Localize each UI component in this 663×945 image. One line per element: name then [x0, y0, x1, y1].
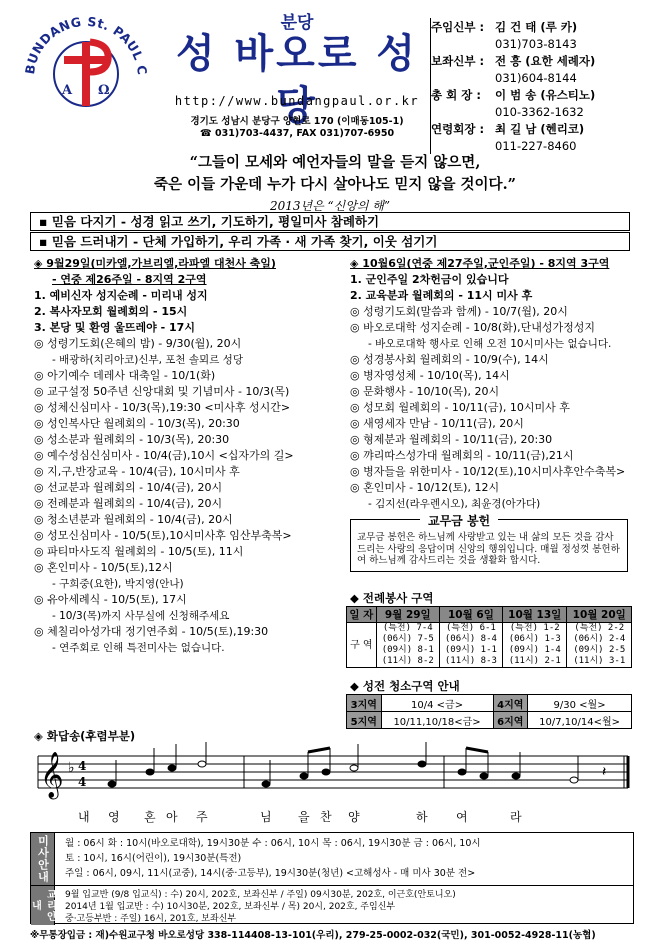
staff-name: 이 범 송 (유스티노)	[495, 88, 596, 102]
event-item: ◎ 바오로대학 성지순례 - 10/8(화),단내성가정성지	[350, 321, 595, 334]
lyrics-row	[34, 808, 630, 828]
parish-subtitle: 분당	[280, 13, 314, 33]
parish-phone: ☎ 031)703-4437, FAX 031)707-6950	[199, 128, 395, 139]
catechism-title: 교무금 봉헌	[420, 512, 498, 529]
footer-bank-info: ※무통장입금 : 재)수원교구청 바오로성당 338-114408-13-101(우리), 279-25-0002-032(국민), 301-0052-4928-11(농협)	[30, 930, 596, 941]
event-item: ◎ 형제분과 월례회의 - 10/11(금), 20:30	[350, 433, 553, 446]
table-cell	[567, 623, 632, 668]
event-item: ◎ 파티마사도직 월례회의 - 10/5(토), 11시	[34, 545, 244, 558]
table-cell: 6지역	[493, 712, 528, 729]
staff-role: 보좌신부 :	[431, 54, 485, 68]
table-header-cell: 일 자	[347, 607, 377, 623]
website-link[interactable]: http://www.bundangpaul.or.kr	[174, 94, 420, 108]
row-label: 구 역	[347, 623, 377, 668]
left-subheader: - 연중 제26주일 - 8지역 2구역	[52, 273, 207, 286]
lyric-syllable: 하	[416, 810, 428, 824]
lyric-syllable: 주	[196, 810, 208, 824]
table-cell: 4지역	[493, 695, 528, 712]
cell-line: (09시) 1-1	[444, 645, 497, 655]
cell-line: (11시) 8-2	[381, 656, 434, 666]
staff-phone: 031)703-8143	[495, 37, 577, 51]
table-row	[347, 623, 632, 668]
cell-line: (11시) 2-1	[508, 656, 561, 666]
event-item: ◎ 병자영성체 - 10/10(목), 14시	[350, 369, 510, 382]
event-item: ◎ 선교분과 월례회의 - 10/4(금), 20시	[34, 481, 223, 494]
parish-address: 경기도 성남시 분당구 양현로 170 (이매동105-1)	[190, 116, 404, 127]
event-item: ◎ 성모신심미사 - 10/5(토),10시미사후 임산부축복>	[34, 529, 292, 542]
event-item: ◎ 성인복사단 월례회의 - 10/3(목), 20:30	[34, 417, 240, 430]
mass-schedule-line: 토 : 10시, 16시(어린이), 19시30분(특전)	[65, 853, 242, 864]
staff-name: 김 건 태 (루 카)	[495, 20, 578, 34]
cell-line: (06시) 7-5	[381, 634, 434, 644]
event-item: ◎ 성령기도회(말씀과 함께) - 10/7(월), 20시	[350, 305, 568, 318]
event-note: - 연주회로 인해 특전미사는 없습니다.	[52, 642, 225, 654]
church-logo	[12, 12, 162, 124]
event-note: - 배광하(치리아코)신부, 포천 솔뫼르 성당	[52, 354, 243, 366]
staff-role: 연령회장 :	[431, 122, 485, 136]
svg-text:4: 4	[78, 775, 87, 789]
right-numbered-list	[350, 272, 640, 304]
staff-role: 총 회 장 :	[431, 88, 481, 102]
table-cell: 5지역	[347, 712, 382, 729]
table-cell: 10/7,10/14<월>	[528, 712, 632, 729]
cell-line: (11시) 8-3	[444, 656, 497, 666]
staff-phone: 011-227-8460	[495, 139, 577, 153]
table-header-cell: 10월 20일	[567, 607, 632, 623]
event-item: ◎ 아기예수 데레사 대축일 - 10/1(화)	[34, 369, 216, 382]
staff-name: 최 길 남 (헨리코)	[495, 122, 585, 136]
parish-title: 성 바오로 성당	[175, 30, 419, 129]
table-cell	[376, 623, 439, 668]
mass-info-label: 미사안내	[31, 833, 55, 885]
staff-row	[431, 86, 650, 104]
altar-service-title: ◆ 전례봉사 구역	[350, 591, 434, 605]
education-label: 교리안내	[31, 885, 55, 925]
right-header: ◈ 10월6일(연중 제27주일,군인주일) - 8지역 3구역	[350, 257, 610, 270]
event-item: ◎ 지,구,반장교육 - 10/4(금), 10시미사 후	[34, 465, 240, 478]
mass-schedule-line: 주일 : 06시, 09시, 11시(교중), 14시(중·고등부), 19시30분(청년) <고해성사 - 매 미사 30분 전>	[65, 868, 476, 879]
altar-service-table	[346, 606, 632, 668]
staff-row	[431, 52, 650, 70]
psalm-title: ◈ 화답송(후렴부분)	[34, 729, 136, 743]
staff-phone: 031)604-8144	[495, 71, 577, 85]
lyric-syllable: 을	[298, 810, 310, 824]
event-item: ◎ 새영세자 만남 - 10/11(금), 20시	[350, 417, 524, 430]
table-header-cell: 10월 6일	[439, 607, 502, 623]
event-item: ◎ 꺄리따스성가대 월례회의 - 10/11(금),21시	[350, 449, 574, 462]
event-item: ◎ 성체신심미사 - 10/3(목),19:30 <미사후 성시간>	[34, 401, 291, 414]
quote-line-1: “그들이 모세와 예언자들의 말을 듣지 않으면,	[189, 154, 481, 171]
event-item: ◎ 성모회 월례회의 - 10/11(금), 10시미사 후	[350, 401, 570, 414]
event-item: ◎ 체칠리아성가대 정기연주회 - 10/5(토),19:30	[34, 625, 269, 638]
event-item: ◎ 성소분과 월례회의 - 10/3(목), 20:30	[34, 433, 230, 446]
table-cell: 10/11,10/18<금>	[381, 712, 493, 729]
cell-line: (11시) 3-1	[573, 656, 626, 666]
info-box	[30, 832, 634, 924]
table-row	[347, 712, 632, 729]
cell-line: (09시) 8-1	[381, 645, 434, 655]
lyric-syllable: 찬	[320, 810, 332, 824]
staff-row	[431, 120, 650, 138]
table-header-cell: 9월 29일	[376, 607, 439, 623]
lyric-syllable: 라	[510, 810, 522, 824]
numbered-item: 1. 군인주일 2차헌금이 있습니다	[350, 273, 509, 286]
lyric-syllable: 내	[78, 810, 90, 824]
numbered-item: 2. 교육분과 월례회의 - 11시 미사 후	[350, 289, 533, 302]
scripture-quote	[40, 152, 630, 196]
flat-icon: ♭	[68, 760, 75, 776]
cleaning-table	[346, 694, 632, 729]
goal-1: ▪ 믿음 다지기 - 성경 읽고 쓰기, 기도하기, 평일미사 참례하기	[30, 212, 630, 231]
cleaning-title: ◆ 성전 청소구역 안내	[350, 679, 460, 693]
mass-schedule-line: 월 : 06시 화 : 10시(바오로대학), 19시30분 수 : 06시, 10시 목 : 06시, 19시30분 금 : 06시, 10시	[65, 838, 481, 849]
event-note: - 바오로대학 행사로 인해 오전 10시미사는 없습니다.	[368, 338, 612, 350]
numbered-item: 1. 예비신자 성지순례 - 미리내 성지	[34, 289, 208, 302]
event-note: - 김지선(라우렌시오), 최윤경(아가다)	[368, 498, 541, 510]
year-theme: 2013년은 “신앙의 해”	[270, 199, 390, 213]
cell-line: (09시) 2-5	[573, 645, 626, 655]
cell-line: (06시) 8-4	[444, 634, 497, 644]
event-item: ◎ 교구설정 50주년 신앙대회 및 기념미사 - 10/3(목)	[34, 385, 290, 398]
staff-phone: 010-3362-1632	[495, 105, 584, 119]
left-item-list	[34, 336, 344, 656]
table-header-cell: 10월 13일	[502, 607, 566, 623]
rest-icon: 𝄽	[602, 764, 607, 780]
event-item: ◎ 혼인미사 - 10/12(토), 12시	[350, 481, 500, 494]
svg-text:BUNDANG St. PAUL CHURCH	[12, 12, 150, 76]
cell-line: (09시) 1-4	[508, 645, 561, 655]
logo-ring-text: BUNDANG St. PAUL C	[22, 13, 151, 77]
cell-line: (특전) 2-2	[574, 623, 625, 633]
alpha-symbol: Α	[62, 83, 73, 98]
event-item: ◎ 문화행사 - 10/10(목), 20시	[350, 385, 500, 398]
table-cell: 10/4 <금>	[381, 695, 493, 712]
table-cell	[439, 623, 502, 668]
event-note: - 구희중(요한), 박지영(안나)	[52, 578, 184, 590]
event-item: ◎ 성령기도회(은혜의 밤) - 9/30(월), 20시	[34, 337, 242, 350]
event-item: ◎ 유아세례식 - 10/5(토), 17시	[34, 593, 187, 606]
staff-directory	[430, 18, 650, 154]
left-header: ◈ 9월29일(미카엘,가브리엘,라파엘 대천사 축일)	[34, 257, 276, 270]
event-item: ◎ 성경봉사회 월례회의 - 10/9(수), 14시	[350, 353, 549, 366]
omega-symbol: Ω	[98, 83, 110, 98]
right-item-list	[350, 304, 640, 512]
cell-line: (특전) 7-4	[382, 623, 433, 633]
cell-line: (특전) 6-1	[445, 623, 496, 633]
table-row	[347, 695, 632, 712]
education-line: 중·고등부반 : 주일) 16시, 201호, 보좌신부	[65, 914, 237, 924]
education-line: 2014년 1월 입교반 : 수) 10시30분, 202호, 보좌신부 / 목) 20시, 202호, 주임신부	[65, 902, 396, 912]
event-item: ◎ 혼인미사 - 10/5(토),12시	[34, 561, 173, 574]
goal-2: ▪ 믿음 드러내기 - 단체 가입하기, 우리 가족 · 새 가족 찾기, 이웃 섬기기	[30, 232, 630, 251]
cell-line: (06시) 1-3	[508, 634, 561, 644]
catechism-text: 교무금 봉헌은 하느님께 사랑받고 있는 내 삶의 모든 것을 감사드리는 사랑의 응답이며 신앙의 행위입니다. 매월 정성껏 봉헌하여 하느님께 감사드리는 것을 생활화 합시다.	[357, 532, 620, 566]
left-announcements	[34, 256, 344, 656]
event-item: ◎ 청소년분과 월례회의 - 10/4(금), 20시	[34, 513, 233, 526]
table-cell: 9/30 <월>	[528, 695, 632, 712]
event-item: ◎ 예수성심신심미사 - 10/4(금),10시 <십자가의 길>	[34, 449, 294, 462]
table-cell	[502, 623, 566, 668]
staff-name: 전 흥 (요한 세례자)	[495, 54, 596, 68]
treble-clef-icon: 𝄞	[40, 752, 64, 798]
table-cell: 3지역	[347, 695, 382, 712]
lyric-syllable: 아	[166, 810, 178, 824]
lyric-syllable: 혼	[144, 810, 156, 824]
event-note: - 10/3(목)까지 사무실에 신청해주세요	[52, 610, 230, 622]
quote-line-2: 죽은 이들 가운데 누가 다시 살아나도 믿지 않을 것이다.”	[154, 176, 516, 193]
lyric-syllable: 님	[260, 810, 272, 824]
staff-row	[431, 18, 650, 36]
cell-line: (06시) 2-4	[573, 634, 626, 644]
event-item: ◎ 전례분과 월례회의 - 10/4(금), 20시	[34, 497, 223, 510]
numbered-item: 2. 복사자모회 월례회의 - 15시	[34, 305, 188, 318]
time-signature-icon: 4	[78, 759, 87, 773]
cell-line: (특전) 1-2	[509, 623, 560, 633]
numbered-item: 3. 본당 및 환영 울뜨레야 - 17시	[34, 321, 195, 334]
lyric-syllable: 여	[456, 810, 468, 824]
event-item: ◎ 병자들을 위한미사 - 10/12(토),10시미사후안수축복>	[350, 465, 626, 478]
lyric-syllable: 양	[348, 810, 360, 824]
staff-role: 주임신부 :	[431, 20, 485, 34]
education-line: 9월 입교반 (9/8 입교식) : 수) 20시, 202호, 보좌신부 / 주일) 09시30분, 202호, 이근호(안토니오)	[65, 890, 456, 900]
left-numbered-list	[34, 288, 344, 336]
right-announcements	[350, 256, 640, 512]
lyric-syllable: 영	[108, 810, 120, 824]
